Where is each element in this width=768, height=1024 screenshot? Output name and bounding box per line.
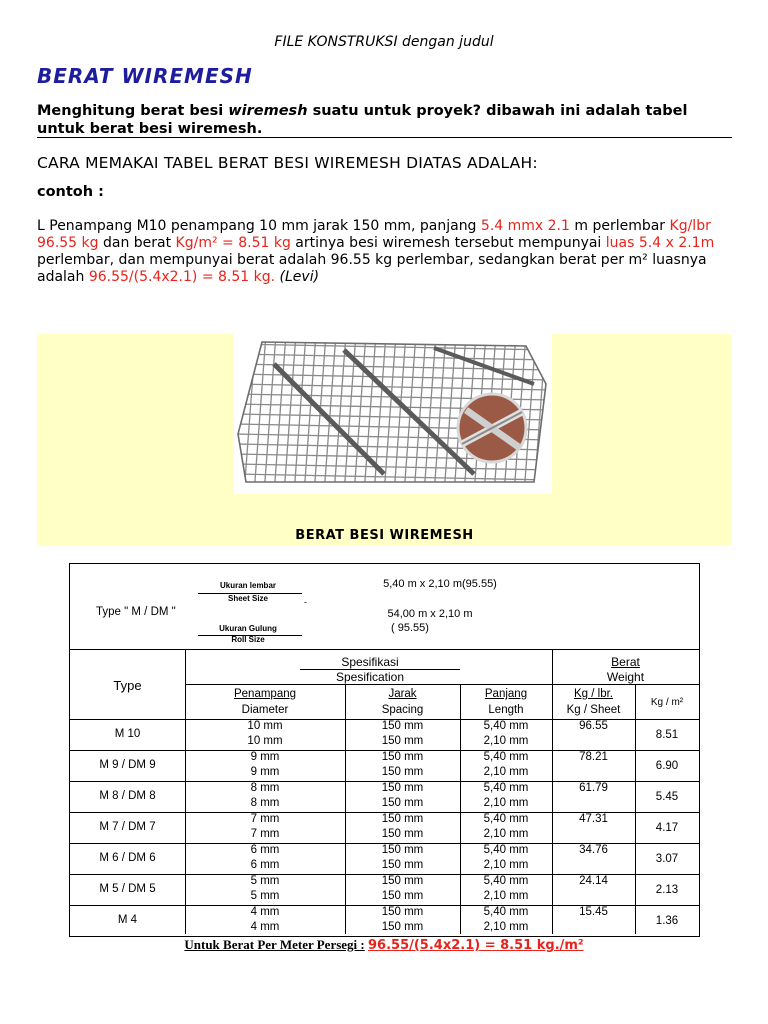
col-header-type: Type: [113, 678, 142, 693]
row-length-2: 2,10 mm: [483, 766, 529, 778]
para-author: (Levi): [279, 269, 320, 285]
row-kg-m2: 2.13: [655, 884, 679, 896]
row-diameter-2: 9 mm: [250, 766, 280, 778]
col-header-penampang: Penampang: [233, 688, 297, 700]
row-kg-sheet: 96.55: [579, 720, 608, 732]
row-kg-m2: 5.45: [655, 791, 679, 803]
row-spacing-2: 150 mm: [381, 735, 424, 747]
row-kg-m2: 8.51: [655, 729, 679, 741]
row-kg-m2: 6.90: [655, 760, 679, 772]
col-header-length: Length: [488, 704, 524, 716]
row-length-1: 5,40 mm: [483, 813, 529, 825]
para-text-2: m perlembar: [569, 218, 670, 234]
intro-text: [37, 102, 737, 138]
col-divider-kgm2: [635, 684, 636, 934]
row-diameter-1: 8 mm: [250, 782, 280, 794]
row-diameter-1: 7 mm: [250, 813, 280, 825]
intro-divider: [37, 137, 732, 138]
col-header-spec-en: Spesification: [335, 670, 405, 684]
row-spacing-2: 150 mm: [381, 890, 424, 902]
row-length-1: 5,40 mm: [483, 782, 529, 794]
row-diameter-2: 10 mm: [247, 735, 283, 747]
col-header-jarak: Jarak: [388, 688, 417, 700]
row-spacing-1: 150 mm: [381, 813, 424, 825]
row-type: M 10: [114, 728, 141, 740]
howto-heading: CARA MEMAKAI TABEL BERAT BESI WIREMESH DIATAS ADALAH:: [37, 154, 538, 172]
col-header-weight: Weight: [606, 670, 645, 684]
col-header-diameter: Diameter: [241, 704, 289, 716]
row-length-1: 5,40 mm: [483, 906, 529, 918]
row-length-2: 2,10 mm: [483, 890, 529, 902]
spec-sub-rule: [185, 684, 552, 685]
panel-caption: BERAT BESI WIREMESH: [295, 528, 474, 543]
sheet-dash: -: [304, 597, 307, 607]
row-spacing-1: 150 mm: [381, 720, 424, 732]
row-diameter-2: 4 mm: [250, 921, 280, 933]
row-kg-sheet: 61.79: [579, 782, 608, 794]
para-red-1: 5.4 mmx 2.1: [480, 218, 570, 234]
row-diameter-2: 6 mm: [250, 859, 280, 871]
para-red-4: luas 5.4 x 2.1m: [605, 235, 715, 251]
para-text-5: perlembar, dan mempunyai berat adalah 96.55 kg perlembar, sedangkan berat per m² luasnya adalah: [37, 252, 707, 285]
intro-post: suatu untuk proyek? dibawah ini adalah tabel untuk berat besi wiremesh.: [37, 103, 688, 137]
sheet-label-en: Sheet Size: [227, 594, 268, 603]
para-red-3: Kg/m² = 8.51 kg: [175, 235, 291, 251]
col-header-kglbr: Kg / lbr.: [574, 688, 613, 700]
type-label: Type " M / DM ": [96, 606, 176, 618]
row-kg-m2: 4.17: [655, 822, 679, 834]
row-length-2: 2,10 mm: [483, 859, 529, 871]
roll-value-2: ( 95.55): [391, 622, 429, 634]
intro-em: wiremesh: [228, 103, 308, 119]
row-length-2: 2,10 mm: [483, 735, 529, 747]
row-type: M 8 / DM 8: [99, 790, 156, 802]
row-kg-sheet: 78.21: [579, 751, 608, 763]
para-text-1: L Penampang M10 penampang 10 mm jarak 150 mm, panjang: [37, 218, 481, 234]
row-diameter-2: 5 mm: [250, 890, 280, 902]
row-length-2: 2,10 mm: [483, 921, 529, 933]
row-spacing-1: 150 mm: [381, 782, 424, 794]
row-kg-m2: 1.36: [655, 915, 679, 927]
weight-table: [69, 563, 700, 937]
para-text-3: dan berat: [98, 235, 176, 251]
footer-value: 96.55/(5.4x2.1) = 8.51 kg./m²: [368, 938, 584, 953]
row-diameter-2: 7 mm: [250, 828, 280, 840]
row-diameter-1: 5 mm: [250, 875, 280, 887]
row-type: M 7 / DM 7: [99, 821, 156, 833]
row-spacing-1: 150 mm: [381, 875, 424, 887]
sheet-value: 5,40 m x 2,10 m(95.55): [383, 578, 497, 590]
row-diameter-1: 10 mm: [247, 720, 283, 732]
row-spacing-1: 150 mm: [381, 844, 424, 856]
col-header-spec-id: Spesifikasi: [341, 655, 399, 669]
row-spacing-2: 150 mm: [381, 828, 424, 840]
row-type: M 9 / DM 9: [99, 759, 156, 771]
row-spacing-1: 150 mm: [381, 751, 424, 763]
roll-value: 54,00 m x 2,10 m: [387, 608, 473, 620]
row-spacing-2: 150 mm: [381, 766, 424, 778]
row-kg-sheet: 15.45: [579, 906, 608, 918]
row-kg-m2: 3.07: [655, 853, 679, 865]
row-kg-sheet: 47.31: [579, 813, 608, 825]
roll-label-id: Ukuran Gulung: [219, 624, 277, 633]
row-spacing-2: 150 mm: [381, 859, 424, 871]
row-diameter-2: 8 mm: [250, 797, 280, 809]
row-spacing-1: 150 mm: [381, 906, 424, 918]
row-diameter-1: 6 mm: [250, 844, 280, 856]
row-kg-sheet: 24.14: [579, 875, 608, 887]
row-type: M 4: [117, 914, 138, 926]
para-text-4: artinya besi wiremesh tersebut mempunyai: [290, 235, 606, 251]
example-paragraph: [37, 218, 737, 286]
roll-label-en: Roll Size: [231, 635, 265, 644]
example-label: contoh :: [37, 184, 104, 200]
row-length-2: 2,10 mm: [483, 797, 529, 809]
col-header-kgm2: Kg / m²: [650, 697, 684, 708]
wiremesh-icon: [234, 334, 552, 494]
row-type: M 6 / DM 6: [99, 852, 156, 864]
para-red-2: Kg/lbr 96.55 kg: [37, 218, 711, 251]
col-header-kgsheet: Kg / Sheet: [566, 704, 621, 716]
header-divider: [70, 649, 699, 650]
col-header-berat: Berat: [611, 655, 640, 669]
footer-label: Untuk Berat Per Meter Persegi :: [184, 937, 365, 952]
row-spacing-2: 150 mm: [381, 797, 424, 809]
row-length-2: 2,10 mm: [483, 828, 529, 840]
row-length-1: 5,40 mm: [483, 844, 529, 856]
para-red-5: 96.55/(5.4x2.1) = 8.51 kg.: [88, 269, 276, 285]
wiremesh-panel-photo: [234, 334, 552, 494]
document-header: FILE KONSTRUKSI dengan judul: [274, 34, 494, 50]
col-header-spacing: Spacing: [381, 704, 424, 716]
row-diameter-1: 9 mm: [250, 751, 280, 763]
footer-formula: [0, 937, 768, 953]
row-length-1: 5,40 mm: [483, 720, 529, 732]
row-kg-sheet: 34.76: [579, 844, 608, 856]
row-length-1: 5,40 mm: [483, 875, 529, 887]
row-type: M 5 / DM 5: [99, 883, 156, 895]
row-diameter-1: 4 mm: [250, 906, 280, 918]
row-length-1: 5,40 mm: [483, 751, 529, 763]
intro-pre: Menghitung berat besi: [37, 103, 229, 119]
col-header-panjang: Panjang: [484, 688, 528, 700]
page-title: BERAT WIREMESH: [37, 64, 253, 88]
row-spacing-2: 150 mm: [381, 921, 424, 933]
sheet-label-id: Ukuran lembar: [219, 581, 277, 590]
weight-sub-rule: [552, 684, 699, 685]
